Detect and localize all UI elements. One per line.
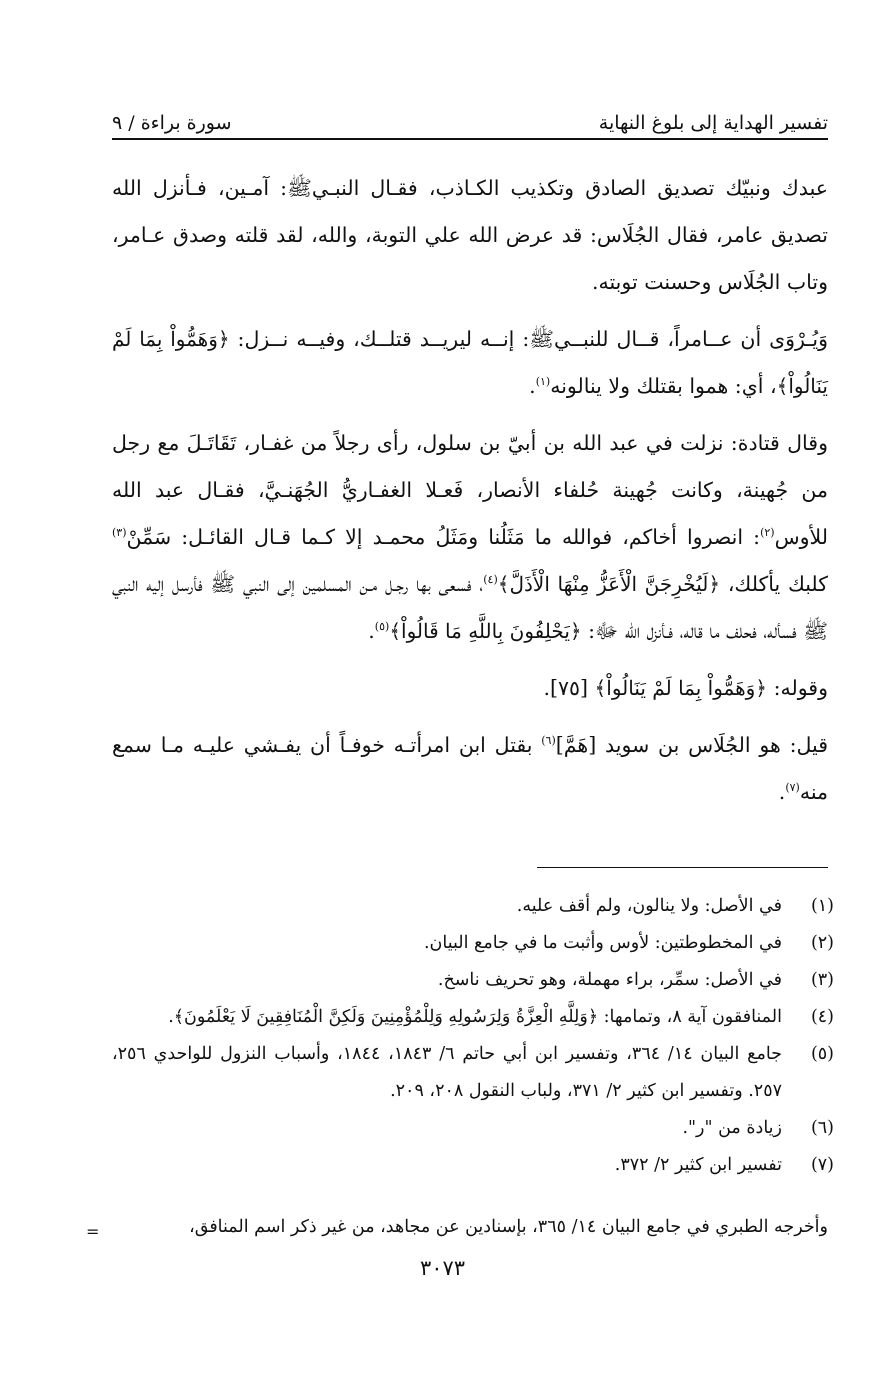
footnote-text: زيادة من "ر". [682,1118,782,1138]
quran-verse: ﴿لَيُخْرِجَنَّ الْأَعَزُّ مِنْهَا الْأَذَلَّ﴾ [497,572,721,596]
p3-part-b: : انصروا أخاكم، فوالله ما مَثَلُنا ومَثَلُ محمـد إلا كـما قـال القائـل: سَمِّنْ [126,525,761,549]
footnote-number: (٦) [810,1118,834,1138]
footnote-number: (٥) [810,1044,834,1064]
footnote-divider [537,867,828,868]
book-title: تفسير الهداية إلى بلوغ النهاية [598,112,828,134]
p4-label: وقوله: [773,676,828,700]
quran-verse: ﴿وَهَمُّواْ بِمَا لَمْ يَنَالُواْ﴾ [594,676,768,700]
footnote-text: تفسير ابن كثير ٢/ ٣٧٢. [614,1155,782,1175]
footnote-number: (٣) [810,970,834,990]
footnote-ref-3: (٣) [112,526,127,540]
quran-verse: ﴿يَحْلِفُونَ بِاللَّهِ مَا قَالُواْ﴾ [389,619,582,643]
footnote-ref-6: (٦) [541,734,556,748]
paragraph-3: وقال قتادة: نزلت في عبد الله بن أبيّ بن سلول، رأى رجلاً من غفـار، تَقَاتَـلَ مع رجل من جُهينة، وكانت جُهينة حُلفاء الأنصار، فَعـلا الغفـاريُّ الجُهَنـيَّ، فقـال عبد الله للأوس$^{(٢)}$: انصروا أخاكم، فوالله ما مَثَلُنا ومَثَلُ محمـد إلا كـما قـال القائـل: سَمِّنْ$^{(٣)}$ كلبك يأكلك، ﴿لَيُخْرِجَنَّ الْأَعَزُّ مِنْهَا الْأَذَلَّ﴾$^{(٤)}$، فسعى بها رجـل مـن المسلمين إلى النبي ﷺ فأرسل إليه النبي ﷺ فسأله، فحلف ما قاله، فـأنزل الله ﷻ: ﴿يَحْلِفُونَ بِاللَّهِ مَا قَالُواْ﴾$^{(٥)}$. [112,431,828,643]
footnote-text: جامع البيان ١٤/ ٣٦٤، وتفسير ابن أبي حاتم ٦/ ١٨٤٣، ١٨٤٤، وأسباب النزول للواحدي ٢٥٦، ٢٥٧. وتفسير ابن كثير ٢/ ٣٧١، ولباب النقول ٢٠٨، ٢٠٩. [112,1044,783,1101]
footnote-text: في الأصل: ولا ينالون، ولم أقف عليه. [516,896,782,916]
paragraph-5: قيل: هو الجُلَاس بن سويد [هَمَّ]$^{(٦)}$ بقتل ابن امرأتـه خوفـاً أن يفـشي عليـه مـا سمع منه$^{(٧)}$. [112,733,828,804]
p5-part-a: قيل: هو الجُلَاس بن سويد [هَمَّ] [555,733,828,757]
verse-number: [٧٥]. [543,676,589,700]
main-text [112,165,828,826]
footnote-ref-4: (٤) [483,573,498,587]
footnote-ref-5: (٥) [374,620,390,634]
p3-part-d: ، فسعى بها رجـل مـن المسلمين إلى النبي ﷺ فأرسل إليه النبي ﷺ فسأله، فحلف ما قاله، فـأنزل الله ﷻ: [112,572,828,643]
surah-reference: سورة براءة / ٩ [112,112,232,134]
paragraph-1: عبدك ونبيّك تصديق الصادق وتكذيب الكـاذب، فقـال النبـيﷺ: آمـين، فـأنزل الله تصديق عامر، فقال الجُلَاس: قد عرض الله علي التوبة، والله، لقد قلته وصدق عـامر، وتاب الجُلَاس وحسنت توبته. [112,176,828,294]
footnote-ref-2: (٢) [760,526,775,540]
footnote-item [112,999,834,1036]
footnote-item [112,925,834,962]
footnote-item [112,1110,834,1147]
footnote-ref-1: (١) [535,375,551,389]
p2-text: وَيُـرْوَى أن عــامراً، قــال للنبــيﷺ: إنــه ليريــد قتلــك، وفيــه نــزل: [237,327,828,351]
p3-part-c: كلبك يأكلك، [727,572,828,596]
footnote-text: المنافقون آية ٨، وتمامها: ﴿وَلِلَّهِ الْعِزَّةُ وَلِرَسُولِهِ وَلِلْمُؤْمِنِينَ وَلَكِنَّ الْمُنَافِقِينَ لَا يَعْلَمُونَ﴾. [168,1007,782,1027]
footnote-item [112,1147,834,1184]
continued-footnote: وأخرجه الطبري في جامع البيان ١٤/ ٣٦٥، بإسنادين عن مجاهد، من غير ذكر اسم المنافق، [189,1217,828,1237]
footnote-number: (٢) [810,933,834,953]
p5-part-b: بقتل ابن امرأتـه خوفـاً أن يفـشي عليـه مـا سمع منه [112,733,828,804]
footnote-item [112,1036,834,1110]
quran-verse: ﴿وَهَمُّواْ بِمَا لَمْ يَنَالُواْ﴾ [112,327,828,398]
footnote-number: (٧) [810,1155,834,1175]
page-number: ٣٠٧٣ [419,1256,466,1280]
footnote-number: (١) [810,896,834,916]
footnote-ref-7: (٧) [785,781,800,795]
p3-part-a: وقال قتادة: نزلت في عبد الله بن أبيّ بن سلول، رأى رجلاً من غفـار، تَقَاتَـلَ مع رجل من جُهينة، وكانت جُهينة حُلفاء الأنصار، فَعـلا الغفـاريُّ الجُهَنـيَّ، فقـال عبد الله للأوس [112,431,828,549]
paragraph-2: وَيُـرْوَى أن عــامراً، قــال للنبــيﷺ: إنــه ليريــد قتلــك، وفيــه نــزل: ﴿وَهَمُّواْ بِمَا لَمْ يَنَالُواْ﴾، أي: هموا بقتلك ولا ينالونه$^{(١)}$. [112,327,828,398]
footnote-number: (٤) [810,1007,834,1027]
p2-tail: ، أي: هموا بقتلك ولا ينالونه [550,374,777,398]
footnotes [112,888,834,1184]
continuation-mark: = [86,1222,100,1241]
running-header [112,104,828,140]
paragraph-4 [112,665,828,712]
footnote-text: في الأصل: سمِّر، براء مهملة، وهو تحريف ناسخ. [437,970,782,990]
footnote-item [112,962,834,999]
footnote-item [112,888,834,925]
footnote-text: في المخطوطتين: لأوس وأثبت ما في جامع البيان. [423,933,782,953]
